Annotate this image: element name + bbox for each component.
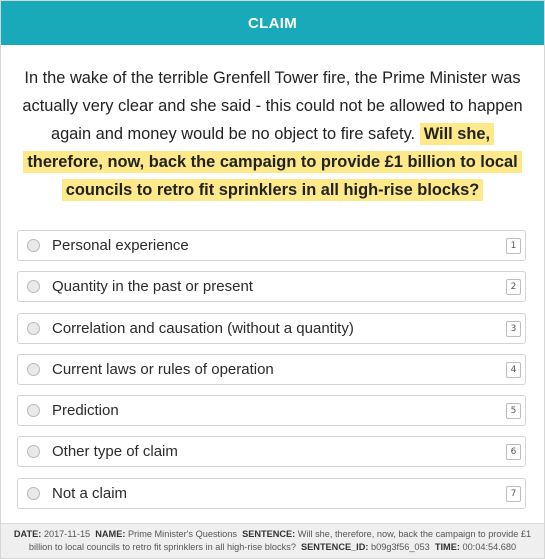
shortcut-key-badge: 6 [506, 444, 521, 460]
name-value: Prime Minister's Questions [127, 529, 237, 539]
option-label: Correlation and causation (without a quantity) [52, 319, 354, 337]
sentence-id-label: SENTENCE_ID: [301, 542, 369, 552]
name-label: NAME: [95, 529, 126, 539]
claim-text [15, 64, 530, 204]
claim-type-options [17, 230, 526, 519]
sentence-id-value: b09g3f56_053 [371, 542, 430, 552]
radio-button[interactable] [27, 445, 40, 458]
date-label: DATE: [13, 529, 42, 539]
metadata-footer [1, 523, 544, 558]
claim-highlight: Will she, therefore, now, back the campaign to provide £1 billion to local councils to retro fit sprinklers in all high-rise blocks? [23, 123, 521, 201]
sentence-value: Will she, therefore, now, back the campaign to provide £1 billion to local councils to retro fit sprinklers in all high-rise blocks? [28, 529, 532, 552]
claim-context: In the wake of the terrible Grenfell Tower fire, the Prime Minister was actually very clear and she said - this could not be allowed to happen again and money would be no object to fire safety. [22, 69, 523, 143]
option-quantity[interactable] [17, 271, 526, 302]
option-not-a-claim[interactable] [17, 478, 526, 509]
sentence-label: SENTENCE: [242, 529, 296, 539]
option-correlation-causation[interactable] [17, 313, 526, 344]
date-value: 2017-11-15 [43, 529, 91, 539]
option-label: Current laws or rules of operation [52, 360, 274, 378]
radio-button[interactable] [27, 239, 40, 252]
shortcut-key-badge: 7 [506, 486, 521, 502]
option-prediction[interactable] [17, 395, 526, 426]
option-label: Other type of claim [52, 443, 178, 461]
radio-button[interactable] [27, 280, 40, 293]
time-value: 00:04:54.680 [462, 542, 517, 552]
option-label: Not a claim [52, 484, 128, 502]
option-label: Prediction [52, 402, 119, 420]
shortcut-key-badge: 1 [506, 238, 521, 254]
radio-button[interactable] [27, 322, 40, 335]
shortcut-key-badge: 3 [506, 321, 521, 337]
shortcut-key-badge: 4 [506, 362, 521, 378]
shortcut-key-badge: 2 [506, 279, 521, 295]
option-label: Quantity in the past or present [52, 278, 253, 296]
option-current-laws[interactable] [17, 354, 526, 385]
radio-button[interactable] [27, 404, 40, 417]
radio-button[interactable] [27, 487, 40, 500]
time-label: TIME: [434, 542, 460, 552]
header-title: CLAIM [248, 14, 297, 32]
option-label: Personal experience [52, 237, 189, 254]
radio-button[interactable] [27, 363, 40, 376]
claim-header [1, 1, 544, 45]
option-personal-experience[interactable] [17, 230, 526, 261]
option-other-claim[interactable] [17, 436, 526, 467]
shortcut-key-badge: 5 [506, 403, 521, 419]
